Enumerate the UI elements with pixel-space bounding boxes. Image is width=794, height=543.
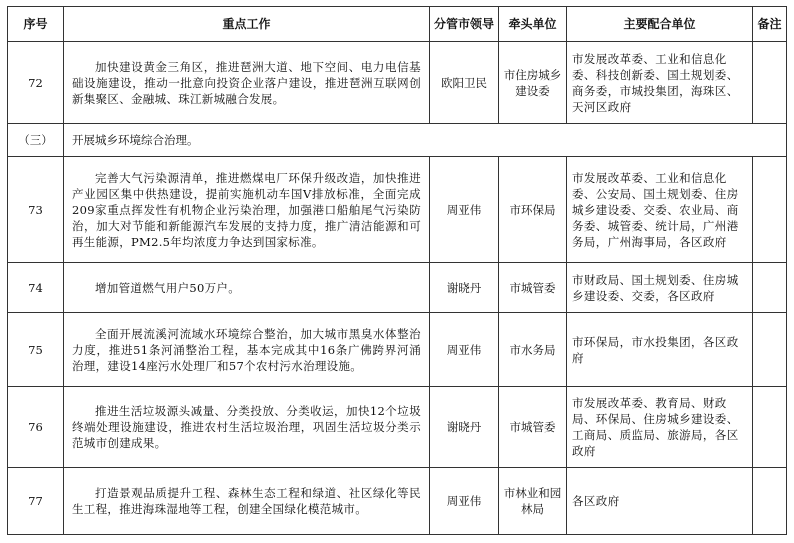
row-number: 76 <box>8 387 64 468</box>
row-leader: 周亚伟 <box>430 157 499 263</box>
row-remark <box>753 157 787 263</box>
header-key-work: 重点工作 <box>64 7 430 42</box>
row-remark <box>753 468 787 535</box>
row-number: 74 <box>8 263 64 313</box>
row-cooperating: 市发展改革委、教育局、财政局、环保局、住房城乡建设委、工商局、质监局、旅游局，各区政府 <box>567 387 753 468</box>
header-number: 序号 <box>8 7 64 42</box>
section-row <box>8 124 787 157</box>
table-header-row <box>8 7 787 42</box>
row-work: 完善大气污染源清单，推进燃煤电厂环保升级改造，加快推进产业园区集中供热建设，提前实施机动车国Ⅴ排放标准，全面完成209家重点挥发性有机物企业污染治理，加强港口船舶尾气污染防治，加大对节能和新能源汽车发展的支持力度，推广清洁能源和可再生能源，PM2.5年均浓度力争达到国家标准。 <box>64 157 430 263</box>
row-work: 推进生活垃圾源头减量、分类投放、分类收运，加快12个垃圾终端处理设施建设，推进农村生活垃圾治理，巩固生活垃圾分类示范城市创建成果。 <box>64 387 430 468</box>
row-leader: 周亚伟 <box>430 468 499 535</box>
row-leader: 谢晓丹 <box>430 387 499 468</box>
table-row <box>8 263 787 313</box>
row-lead-unit: 市林业和园林局 <box>499 468 567 535</box>
row-lead-unit: 市城管委 <box>499 263 567 313</box>
row-lead-unit: 市城管委 <box>499 387 567 468</box>
row-cooperating: 市发展改革委、工业和信息化委、科技创新委、国土规划委、商务委，市城投集团，海珠区、天河区政府 <box>567 42 753 124</box>
row-number: 73 <box>8 157 64 263</box>
header-cooperating-units: 主要配合单位 <box>567 7 753 42</box>
table-row <box>8 313 787 387</box>
row-work: 加快建设黄金三角区，推进琶洲大道、地下空间、电力电信基础设施建设，推动一批意向投资企业落户建设，推进琶洲互联网创新集聚区、金融城、珠江新城融合发展。 <box>64 42 430 124</box>
section-title: 开展城乡环境综合治理。 <box>64 124 787 157</box>
table-row <box>8 468 787 535</box>
row-remark <box>753 313 787 387</box>
row-leader: 谢晓丹 <box>430 263 499 313</box>
section-number: （三） <box>8 124 64 157</box>
row-cooperating: 市发展改革委、工业和信息化委、公安局、国土规划委、住房城乡建设委、交委、农业局、商务委、城管委、统计局，广州港务局，广州海事局，各区政府 <box>567 157 753 263</box>
key-work-table <box>7 6 787 535</box>
row-lead-unit: 市环保局 <box>499 157 567 263</box>
header-lead-unit: 牵头单位 <box>499 7 567 42</box>
row-remark <box>753 42 787 124</box>
row-work: 打造景观品质提升工程、森林生态工程和绿道、社区绿化等民生工程，推进海珠湿地等工程，创建全国绿化模范城市。 <box>64 468 430 535</box>
row-leader: 周亚伟 <box>430 313 499 387</box>
row-lead-unit: 市住房城乡建设委 <box>499 42 567 124</box>
table-row <box>8 42 787 124</box>
row-cooperating: 市财政局、国土规划委、住房城乡建设委、交委，各区政府 <box>567 263 753 313</box>
row-work: 增加管道燃气用户50万户。 <box>64 263 430 313</box>
row-remark <box>753 263 787 313</box>
row-number: 72 <box>8 42 64 124</box>
table-row <box>8 157 787 263</box>
row-cooperating: 各区政府 <box>567 468 753 535</box>
table-row <box>8 387 787 468</box>
row-lead-unit: 市水务局 <box>499 313 567 387</box>
row-cooperating: 市环保局，市水投集团，各区政府 <box>567 313 753 387</box>
header-remark: 备注 <box>753 7 787 42</box>
row-number: 75 <box>8 313 64 387</box>
row-remark <box>753 387 787 468</box>
row-number: 77 <box>8 468 64 535</box>
row-leader: 欧阳卫民 <box>430 42 499 124</box>
row-work: 全面开展流溪河流域水环境综合整治，加大城市黑臭水体整治力度，推进51条河涌整治工程，基本完成其中16条广佛跨界河涌治理，建设14座污水处理厂和57个农村污水治理设施。 <box>64 313 430 387</box>
header-leader: 分管市领导 <box>430 7 499 42</box>
